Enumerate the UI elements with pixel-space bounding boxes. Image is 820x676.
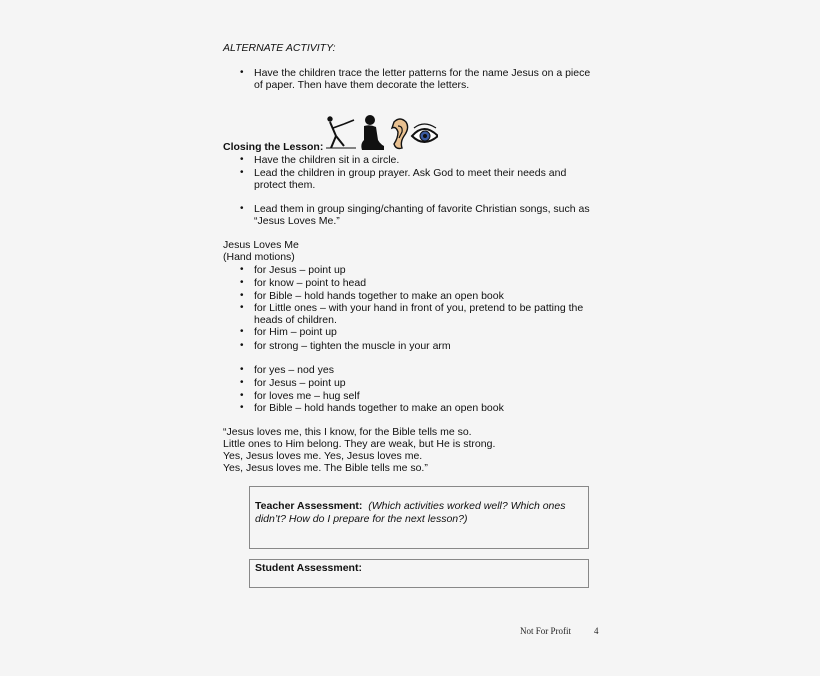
closing-item-3-line2: “Jesus Loves Me.” [254,215,340,227]
motion-item: for loves me – hug self [254,390,360,402]
motion-item: for Little ones – with your hand in front of you, pretend to be patting the [254,302,584,314]
motion-item: for Bible – hold hands together to make an open book [254,290,504,302]
closing-heading: Closing the Lesson: [223,141,324,153]
alternate-item-line2: of paper. Then have them decorate the letters. [254,79,470,91]
motion-item: for know – point to head [254,277,367,289]
eye-icon [412,124,438,142]
lyrics-line: Yes, Jesus loves me. The Bible tells me so.” [223,462,428,474]
motion-item: for Jesus – point up [254,377,346,389]
closing-item-2-line1: Lead the children in group prayer. Ask God to meet their needs and [254,167,567,179]
bullet: • [240,167,244,178]
closing-item-1: Have the children sit in a circle. [254,154,400,166]
motion-item: for Jesus – point up [254,264,346,276]
bullet: • [240,364,244,375]
motion-item: for Bible – hold hands together to make an open book [254,402,504,414]
lyrics-line: Little ones to Him belong. They are weak, but He is strong. [223,438,496,450]
motion-item: for Him – point up [254,326,337,338]
closing-icons [326,114,438,154]
song-title: Jesus Loves Me [223,239,299,251]
bullet: • [240,340,244,351]
kneeling-child-icon [361,115,384,150]
motion-item-continued: heads of children. [254,314,337,326]
teacher-assessment-prompt: (Which activities worked well? Which ones [368,500,566,512]
bullet: • [240,264,244,275]
teacher-assessment-prompt-line2: didn’t? How do I prepare for the next lesson?) [255,513,468,525]
bullet: • [240,67,244,78]
alternate-item-line1: Have the children trace the letter patterns for the name Jesus on a piece [254,67,591,79]
bullet: • [240,290,244,301]
footer-text: Not For Profit [520,626,572,636]
teacher-assessment-line1 [255,500,565,512]
bullet: • [240,203,244,214]
alternate-activity-heading: ALTERNATE ACTIVITY: [223,42,336,54]
stretching-figure-icon [326,117,356,148]
student-assessment-label: Student Assessment: [255,562,362,574]
bullet: • [240,277,244,288]
ear-icon [392,119,408,149]
teacher-assessment-label: Teacher Assessment: [255,500,363,512]
bullet: • [240,326,244,337]
motion-item: for yes – nod yes [254,364,334,376]
bullet: • [240,390,244,401]
closing-item-3-line1: Lead them in group singing/chanting of favorite Christian songs, such as [254,203,590,215]
page-number: 4 [594,626,599,636]
bullet: • [240,154,244,165]
lyrics-line: Yes, Jesus loves me. Yes, Jesus loves me. [223,450,423,462]
bullet: • [240,377,244,388]
closing-item-2-line2: protect them. [254,179,316,191]
song-subtitle: (Hand motions) [223,251,295,263]
lyrics-line: “Jesus loves me, this I know, for the Bible tells me so. [223,426,472,438]
bullet: • [240,302,244,313]
bullet: • [240,402,244,413]
motion-item: for strong – tighten the muscle in your arm [254,340,451,352]
